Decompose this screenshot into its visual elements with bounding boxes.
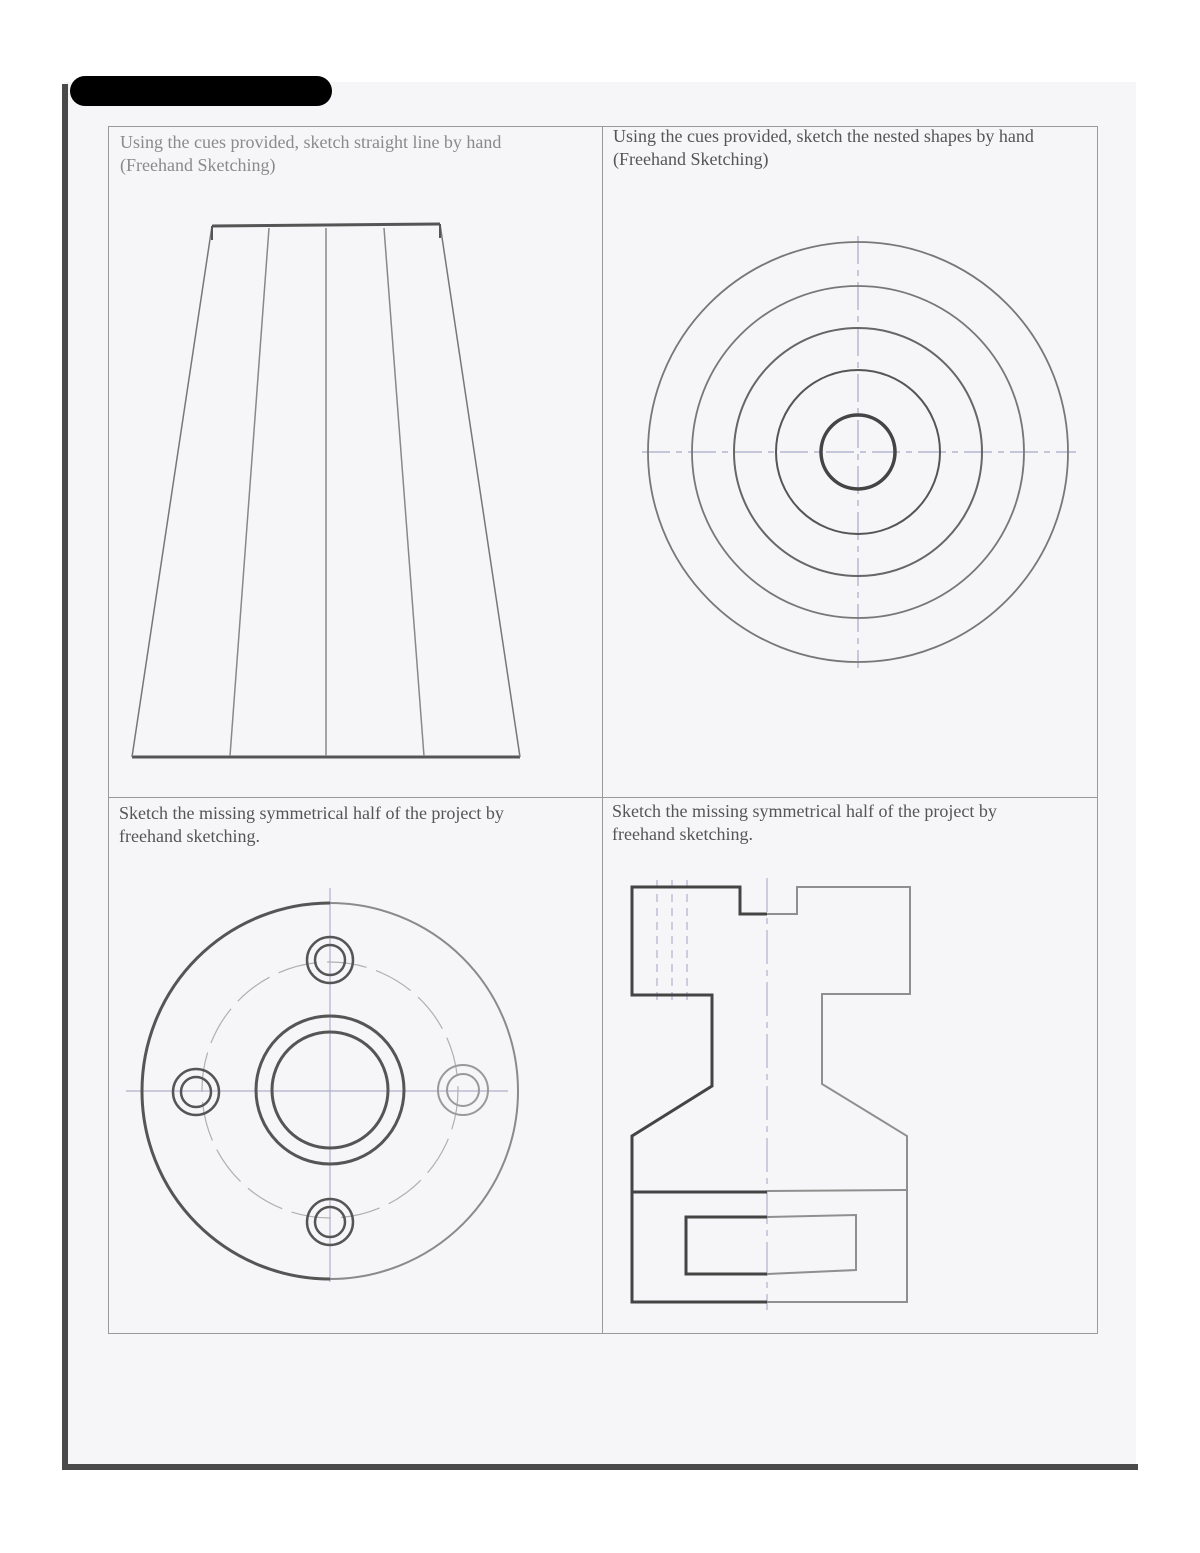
trapezoid-sketch	[132, 224, 520, 757]
cell-1-instruction-line2: (Freehand Sketching)	[120, 155, 276, 175]
trapezoid-left-edge	[132, 226, 212, 757]
cell-4-instruction-line2: freehand sketching.	[612, 824, 753, 844]
bolt-hole-left-inner	[181, 1077, 211, 1107]
cell-3-instruction-line2: freehand sketching.	[119, 826, 260, 846]
bolt-hole-right-inner	[447, 1074, 479, 1106]
cell-2-instruction-line2: (Freehand Sketching)	[613, 149, 769, 169]
symmetric-part-sketch	[632, 878, 910, 1310]
trapezoid-top-edge	[212, 224, 440, 226]
part-outline-right-half	[767, 887, 910, 1302]
cell-2-instruction-line1: Using the cues provided, sketch the nested shapes by hand	[613, 126, 1034, 146]
part-outline-left-half	[632, 887, 767, 1302]
bolt-hole-right-outer	[438, 1065, 488, 1115]
base-line-right	[767, 1190, 907, 1191]
slot-left-half	[686, 1217, 767, 1274]
concentric-circles-sketch	[642, 236, 1076, 668]
flange-sketch	[126, 888, 518, 1282]
cell-4-instruction-line1: Sketch the missing symmetrical half of the project by	[612, 801, 997, 821]
cell-1-instruction-line1: Using the cues provided, sketch straight line by hand	[120, 132, 502, 152]
slot-right-half	[767, 1215, 856, 1274]
cell-3-instruction-line1: Sketch the missing symmetrical half of the project by	[119, 803, 504, 823]
freehand-line-3	[384, 228, 424, 756]
freehand-line-1	[230, 228, 269, 756]
trapezoid-right-edge	[440, 224, 520, 757]
